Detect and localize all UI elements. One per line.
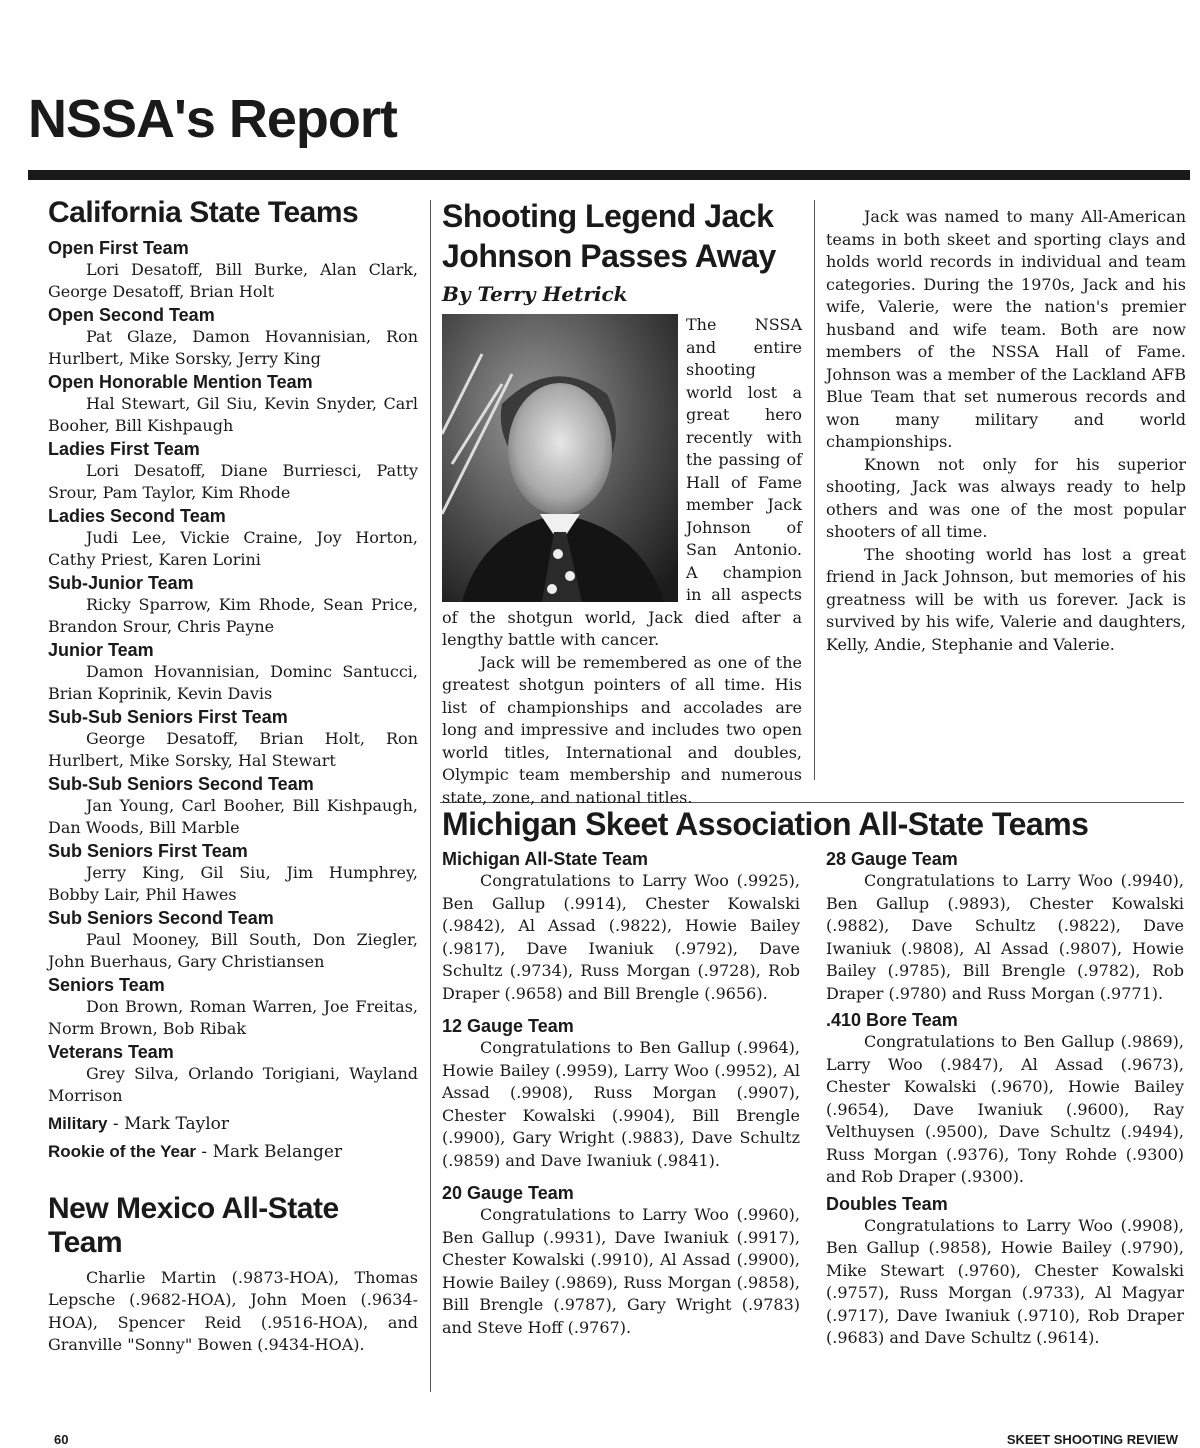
jack-johnson-paragraph: The shooting world has lost a great friend in Jack Johnson, but memories of his greatness will be with us forever. Jack is survived by his wife, Valerie and daughters, Kelly, Andie, Stephanie and Valerie. <box>826 544 1186 654</box>
jack-johnson-paragraph: The NSSA and entire shooting world lost a great hero recently with the passing of Hall of Fame member Jack Johnson of San Antonio. A champion in all aspects of the shotgun world, Jack died after a lengthy battle with cancer. <box>442 315 802 649</box>
michigan-right-column <box>826 848 1184 1350</box>
team-block <box>48 572 418 639</box>
team-block <box>48 974 418 1041</box>
jack-johnson-heading: Shooting Legend Jack Johnson Passes Away <box>442 198 776 274</box>
team-members: George Desatoff, Brian Holt, Ron Hurlbert, Mike Sorsky, Hal Stewart <box>48 728 418 770</box>
team-members: Judi Lee, Vickie Craine, Joy Horton, Cathy Priest, Karen Lorini <box>48 527 418 569</box>
team-block <box>48 639 418 706</box>
team-title: Ladies First Team <box>48 438 200 459</box>
team-members: Damon Hovannisian, Dominc Santucci, Brian Koprinik, Kevin Davis <box>48 661 418 703</box>
team-title: Junior Team <box>48 639 154 660</box>
military-line <box>48 1112 418 1136</box>
column-rule-left <box>430 200 431 1392</box>
page-number: 60 <box>54 1432 69 1447</box>
team-title: Doubles Team <box>826 1193 948 1214</box>
california-heading: California State Teams <box>48 196 359 229</box>
left-column <box>48 196 418 1357</box>
jack-johnson-photo <box>442 314 678 602</box>
jack-johnson-paragraph: Jack was named to many All-American teams in both skeet and sporting clays and holds world records in individual and team categories. During the 1970s, Jack and his wife, Valerie, were the nation's premier husband and wife team. Both are now members of the NSSA Hall of Fame. Johnson was a member of the Lackland AFB Blue Team that set numerous records and won many military and world championships. <box>826 207 1186 451</box>
military-label: Military <box>48 1113 108 1133</box>
team-block <box>442 848 800 1005</box>
team-block <box>48 438 418 505</box>
team-block <box>48 505 418 572</box>
team-title: Sub Seniors Second Team <box>48 907 274 928</box>
california-teams <box>48 237 418 1108</box>
team-block <box>48 237 418 304</box>
team-block <box>826 1193 1184 1350</box>
team-title: Ladies Second Team <box>48 505 226 526</box>
team-block <box>48 1041 418 1108</box>
team-title: Open First Team <box>48 237 189 258</box>
column-rule-right <box>814 200 815 780</box>
middle-column <box>442 196 802 809</box>
military-value: Mark Taylor <box>124 1113 230 1134</box>
team-block <box>48 706 418 773</box>
team-title: Michigan All-State Team <box>442 849 649 869</box>
magazine-name: SKEET SHOOTING REVIEW <box>1006 1432 1178 1447</box>
rookie-label: Rookie of the Year <box>48 1141 197 1161</box>
team-title: Sub-Sub Seniors First Team <box>48 706 288 727</box>
michigan-left-column <box>442 848 800 1339</box>
byline: By Terry Hetrick <box>442 282 628 306</box>
team-title: Sub-Sub Seniors Second Team <box>48 773 314 794</box>
team-members: Lori Desatoff, Bill Burke, Alan Clark, George Desatoff, Brian Holt <box>48 259 418 301</box>
team-title: Seniors Team <box>48 974 165 995</box>
team-members: Jan Young, Carl Booher, Bill Kishpaugh, Dan Woods, Bill Marble <box>48 795 418 837</box>
team-title: Sub Seniors First Team <box>48 840 248 861</box>
rookie-value: Mark Belanger <box>212 1141 343 1162</box>
dash-separator: - <box>107 1113 125 1134</box>
team-members: Grey Silva, Orlando Torigiani, Wayland Morrison <box>48 1063 418 1105</box>
jack-johnson-paragraph: Known not only for his superior shooting, Jack was always ready to help others and was one of the most popular shooters of all time. <box>826 454 1186 541</box>
team-members: Congratulations to Larry Woo (.9940), Ben Gallup (.9893), Chester Kowalski (.9882), Dave Schultz (.9822), Dave Iwaniuk (.9808), Al Assad (.9807), Howie Bailey (.9785), Bill Brengle (.9782), Rob Draper (.9780) and Russ Morgan (.9771). <box>826 871 1184 1003</box>
team-title: Open Second Team <box>48 304 215 325</box>
right-column <box>826 206 1186 656</box>
team-block <box>48 371 418 438</box>
portrait-image <box>442 314 678 602</box>
new-mexico-heading: New Mexico All-State Team <box>48 1191 339 1259</box>
team-title: Open Honorable Mention Team <box>48 371 313 392</box>
team-members: Hal Stewart, Gil Siu, Kevin Snyder, Carl Booher, Bill Kishpaugh <box>48 393 418 435</box>
team-title: 12 Gauge Team <box>442 1016 574 1036</box>
jack-johnson-paragraph: Jack will be remembered as one of the greatest shotgun pointers of all time. His list of championships and accolades are long and impressive and includes two open world titles, International and doubles, Olympic team membership and numerous state, zone, and national titles. <box>442 652 802 807</box>
team-block <box>48 304 418 371</box>
rookie-line <box>48 1140 418 1164</box>
team-title: Veterans Team <box>48 1041 174 1062</box>
team-block <box>48 773 418 840</box>
dash-separator: - <box>196 1141 213 1162</box>
team-members: Pat Glaze, Damon Hovannisian, Ron Hurlbert, Mike Sorsky, Jerry King <box>48 326 418 368</box>
team-members: Congratulations to Larry Woo (.9960), Ben Gallup (.9931), Dave Iwaniuk (.9917), Chester Kowalski (.9910), Al Assad (.9900), Howie Bailey (.9869), Russ Morgan (.9858), Bill Brengle (.9787), Gary Wright (.9783) and Steve Hoff (.9767). <box>442 1205 800 1337</box>
team-members: Congratulations to Ben Gallup (.9869), Larry Woo (.9847), Al Assad (.9673), Chester Kowalski (.9670), Howie Bailey (.9654), Dave Iwaniuk (.9600), Ray Velthuysen (.9500), Dave Schultz (.9494), Russ Morgan (.9376), Tony Rohde (.9300) and Rob Draper (.9300). <box>826 1032 1184 1186</box>
team-block <box>48 840 418 907</box>
team-block <box>826 848 1184 1005</box>
title-rule <box>28 170 1190 180</box>
page-title: NSSA's Report <box>28 89 397 149</box>
team-block <box>442 1015 800 1172</box>
team-members: Don Brown, Roman Warren, Joe Freitas, Norm Brown, Bob Ribak <box>48 996 418 1038</box>
team-members: Jerry King, Gil Siu, Jim Humphrey, Bobby Lair, Phil Hawes <box>48 862 418 904</box>
team-members: Congratulations to Larry Woo (.9908), Ben Gallup (.9858), Howie Bailey (.9790), Mike Stewart (.9760), Chester Kowalski (.9757), Russ Morgan (.9733), Al Magyar (.9717), Dave Iwaniuk (.9710), Rob Draper (.9683) and Dave Schultz (.9614). <box>826 1215 1184 1347</box>
team-members: Congratulations to Larry Woo (.9925), Ben Gallup (.9914), Chester Kowalski (.9842), Al Assad (.9822), Howie Bailey (.9817), Dave Iwaniuk (.9792), Dave Schultz (.9734), Russ Morgan (.9728), Rob Draper (.9658) and Bill Brengle (.9656). <box>442 871 800 1003</box>
team-block <box>826 1009 1184 1189</box>
michigan-heading: Michigan Skeet Association All-State Teams <box>442 806 1089 842</box>
new-mexico-body: Charlie Martin (.9873-HOA), Thomas Lepsche (.9682-HOA), John Moen (.9634-HOA), Spencer Reid (.9516-HOA), and Granville "Sonny" Bowen (.9434-HOA). <box>48 1267 418 1354</box>
team-title: .410 Bore Team <box>826 1010 958 1030</box>
team-members: Ricky Sparrow, Kim Rhode, Sean Price, Brandon Srour, Chris Payne <box>48 594 418 636</box>
team-members: Congratulations to Ben Gallup (.9964), Howie Bailey (.9959), Larry Woo (.9952), Al Assad (.9908), Russ Morgan (.9907), Chester Kowalski (.9904), Bill Brengle (.9900), Gary Wright (.9883), Dave Schultz (.9859) and Dave Iwaniuk (.9841). <box>442 1038 800 1170</box>
team-title: 28 Gauge Team <box>826 849 958 869</box>
team-block <box>442 1182 800 1339</box>
team-block <box>48 907 418 974</box>
team-members: Paul Mooney, Bill South, Don Ziegler, John Buerhaus, Gary Christiansen <box>48 929 418 971</box>
team-title: Sub-Junior Team <box>48 572 194 593</box>
team-members: Lori Desatoff, Diane Burriesci, Patty Srour, Pam Taylor, Kim Rhode <box>48 460 418 502</box>
team-title: 20 Gauge Team <box>442 1183 574 1203</box>
